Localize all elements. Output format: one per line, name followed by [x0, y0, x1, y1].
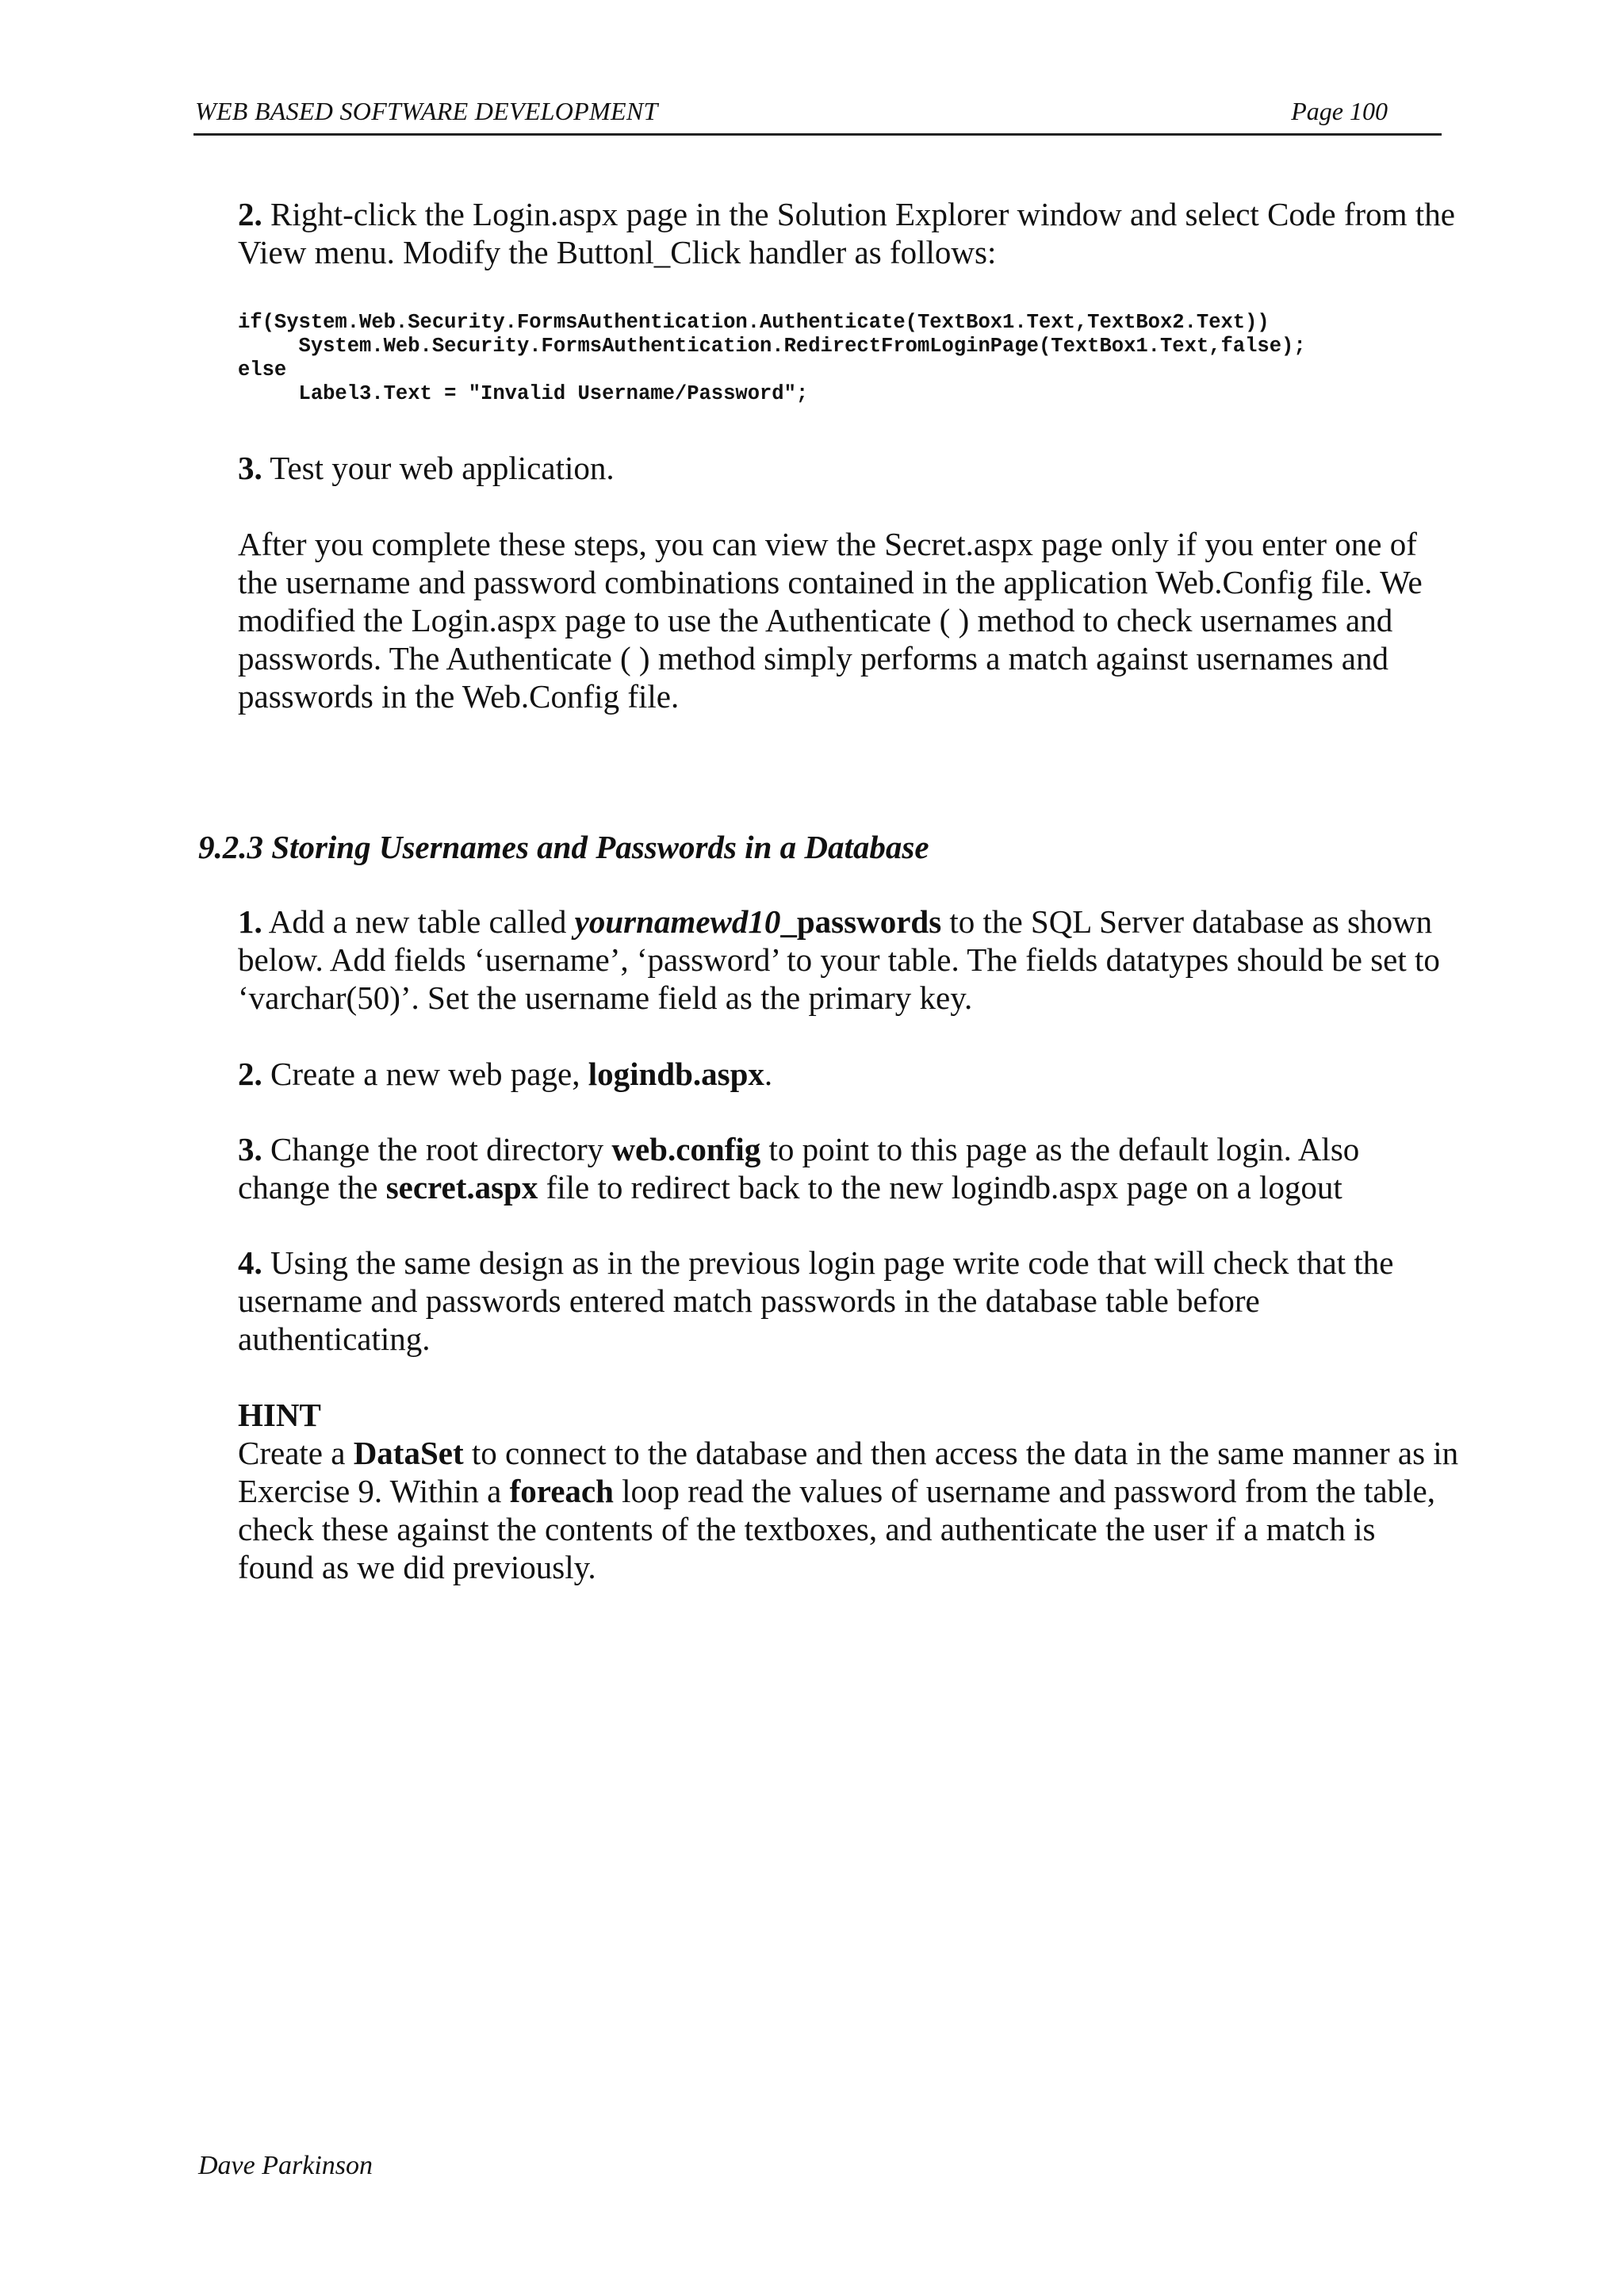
task-number: 3.: [238, 1131, 262, 1167]
hint-text-end: loop read the values of username and password from the table, check these against the contents of the textboxes, and authenticate the user if a match is found as we did previously.: [238, 1473, 1435, 1585]
page-number: Page 100: [1291, 97, 1388, 125]
step-number: 3.: [238, 450, 262, 486]
task-text-cont: .: [764, 1056, 773, 1092]
hint-block: [238, 1396, 1459, 1586]
hint-text-cont: to connect to the database and then access the data in the same manner as in Exercise 9. Within a: [238, 1435, 1459, 1509]
hint-title: HINT: [238, 1397, 321, 1433]
task-text: Using the same design as in the previous login page write code that will check that the username and passwords entered match passwords in the database table before authenticating.: [238, 1244, 1394, 1357]
code-block: if(System.Web.Security.FormsAuthentication.Authenticate(TextBox1.Text,TextBox2.Text)) System.Web.Security.FormsAuthentication.RedirectFromLoginPage(TextBox1.Text,false); else Label3.Text = "Invalid Username/Password";: [238, 311, 1306, 405]
config-bold: web.config: [611, 1131, 761, 1167]
table-name-suffix: _passwords: [780, 903, 942, 940]
task-2-paragraph: [238, 1055, 1459, 1093]
task-number: 2.: [238, 1056, 262, 1092]
step-text: Test your web application.: [270, 450, 615, 486]
hint-text: Create a: [238, 1435, 354, 1471]
task-4-paragraph: [238, 1244, 1459, 1358]
filename-bold: logindb.aspx: [588, 1056, 764, 1092]
task-number: 1.: [238, 903, 262, 940]
task-text: Add a new table called: [268, 903, 575, 940]
task-1-paragraph: [238, 903, 1459, 1017]
task-text: Change the root directory: [270, 1131, 612, 1167]
task-text-end: file to redirect back to the new logindb.aspx page on a logout: [538, 1169, 1342, 1205]
section-heading: 9.2.3 Storing Usernames and Passwords in a Database: [198, 829, 929, 865]
step-text: Right-click the Login.aspx page in the Solution Explorer window and select Code from the View menu. Modify the Buttonl_Click handler as follows:: [238, 196, 1455, 270]
foreach-bold: foreach: [509, 1473, 614, 1509]
header-title: WEB BASED SOFTWARE DEVELOPMENT: [195, 97, 658, 125]
step-2-paragraph: [238, 195, 1459, 271]
page-header: [193, 94, 1442, 136]
task-3-paragraph: [238, 1130, 1459, 1206]
step-number: 2.: [238, 196, 262, 232]
task-text: Create a new web page,: [270, 1056, 588, 1092]
secret-file-bold: secret.aspx: [385, 1169, 538, 1205]
explanation-paragraph: [238, 525, 1459, 715]
step-3-paragraph: [238, 449, 1459, 487]
footer-author: Dave Parkinson: [198, 2151, 373, 2180]
task-text-cont: to point to this page as the default login. Also change the: [238, 1131, 1360, 1205]
task-number: 4.: [238, 1244, 262, 1281]
task-text-cont: to the SQL Server database as shown below. Add fields ‘username’, ‘password’ to your table. The fields datatypes should be set to ‘varchar(50)’. Set the username field as the primary key.: [238, 903, 1440, 1016]
table-name-italic: yournamewd10: [574, 903, 781, 940]
explanation-text: After you complete these steps, you can view the Secret.aspx page only if you enter one of the username and password combinations contained in the application Web.Config file. We modified the Login.aspx page to use the Authenticate ( ) method to check usernames and passwords. The Authenticate ( ) method simply performs a match against usernames and passwords in the Web.Config file.: [238, 526, 1423, 715]
dataset-bold: DataSet: [353, 1435, 464, 1471]
